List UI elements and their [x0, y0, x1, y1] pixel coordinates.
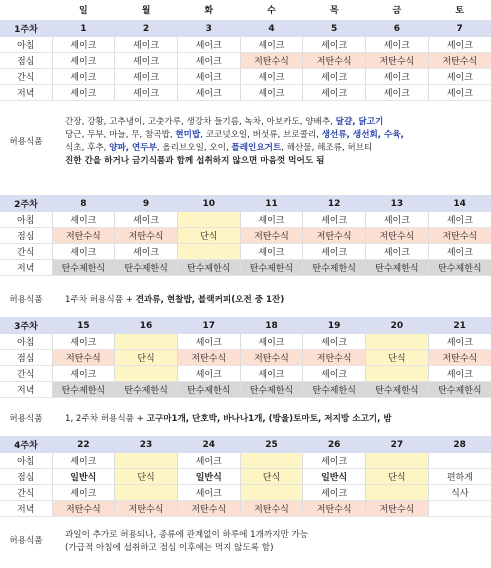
allowed-foods-segment: 당근, 두부, 마늘, 무, 참곡밥, [65, 130, 176, 140]
date-cell: 7 [428, 20, 491, 37]
meal-cell [428, 501, 491, 517]
meal-row [0, 501, 491, 517]
meal-label: 간식 [0, 366, 52, 382]
meal-label: 저녁 [0, 260, 52, 276]
week-label: 1주차 [0, 20, 52, 37]
meal-cell [115, 453, 178, 469]
meal-label: 아침 [0, 212, 52, 228]
allowed-foods-label: 허용식품 [9, 414, 43, 424]
date-cell: 18 [240, 317, 303, 334]
week-header-row [0, 20, 491, 37]
day-header-4: 목 [329, 5, 339, 16]
meal-label: 간식 [0, 69, 52, 85]
meal-cell: 탄수제한식 [52, 382, 115, 398]
allowed-foods-segment: 플레인요거트 [231, 143, 282, 153]
meal-cell: 셰이크 [240, 85, 303, 101]
meal-cell: 저탄수식 [52, 501, 115, 517]
meal-cell: 셰이크 [303, 212, 366, 228]
allowed-foods-segment: , 해산물, 해조류, 허브티 [281, 143, 373, 153]
meal-cell: 저탄수식 [428, 53, 491, 69]
date-cell: 2 [115, 20, 178, 37]
meal-row [0, 37, 491, 53]
meal-cell: 탄수제한식 [303, 260, 366, 276]
date-cell: 22 [52, 436, 115, 453]
allowed-foods-line [65, 142, 485, 155]
meal-cell: 셰이크 [115, 69, 178, 85]
meal-cell: 저탄수식 [115, 501, 178, 517]
week-label: 4주차 [0, 436, 52, 453]
week-header-row [0, 195, 491, 212]
allowed-foods-line [65, 294, 485, 307]
meal-cell: 셰이크 [52, 366, 115, 382]
meal-row [0, 382, 491, 398]
date-cell: 1 [52, 20, 115, 37]
date-cell: 12 [303, 195, 366, 212]
day-header-blank [0, 0, 52, 18]
meal-cell: 단식 [240, 469, 303, 485]
meal-cell: 탄수제한식 [52, 260, 115, 276]
meal-cell [177, 244, 240, 260]
allowed-foods-line [65, 129, 485, 142]
meal-cell: 탄수제한식 [428, 382, 491, 398]
meal-row [0, 53, 491, 69]
date-cell: 25 [240, 436, 303, 453]
meal-cell: 단식 [115, 350, 178, 366]
meal-cell: 셰이크 [428, 85, 491, 101]
meal-cell: 셰이크 [240, 69, 303, 85]
day-header-6: 토 [455, 5, 464, 16]
meal-cell: 셰이크 [303, 366, 366, 382]
meal-cell: 셰이크 [303, 334, 366, 350]
allowed-foods-label: 허용식품 [9, 536, 43, 546]
allowed-foods-segment: 현미밥 [175, 130, 201, 140]
allowed-foods-text [65, 413, 485, 426]
meal-cell [366, 485, 429, 501]
date-cell: 17 [177, 317, 240, 334]
meal-cell [115, 485, 178, 501]
date-cell: 23 [115, 436, 178, 453]
meal-cell: 탄수제한식 [303, 382, 366, 398]
meal-cell: 셰이크 [240, 37, 303, 53]
meal-cell: 셰이크 [177, 453, 240, 469]
allowed-foods-line [65, 155, 485, 168]
allowed-foods-segment: 고구마1개, 단호박, 바나나1개, (방울)토마토, 저지방 소고기, 밤 [146, 414, 392, 424]
meal-cell: 셰이크 [177, 37, 240, 53]
meal-cell: 셰이크 [366, 244, 429, 260]
meal-cell: 셰이크 [428, 37, 491, 53]
meal-cell: 저탄수식 [177, 350, 240, 366]
meal-cell: 저탄수식 [240, 501, 303, 517]
day-header-0: 일 [79, 5, 88, 16]
meal-cell: 탄수제한식 [177, 260, 240, 276]
date-cell: 20 [366, 317, 429, 334]
meal-label: 점심 [0, 53, 52, 69]
meal-cell: 단식 [366, 469, 429, 485]
allowed-foods-label: 허용식품 [9, 295, 43, 305]
meal-cell: 셰이크 [428, 212, 491, 228]
allowed-foods-segment: (가급적 아침에 섭취하고 점심 이후에는 먹지 않도록 함) [65, 543, 274, 553]
date-cell: 5 [303, 20, 366, 37]
meal-label: 점심 [0, 350, 52, 366]
date-cell: 3 [177, 20, 240, 37]
meal-cell: 단식 [177, 228, 240, 244]
meal-cell: 저탄수식 [303, 350, 366, 366]
allowed-foods-line [65, 116, 485, 129]
meal-cell: 셰이크 [52, 37, 115, 53]
meal-cell: 저탄수식 [52, 228, 115, 244]
meal-cell: 식사 [428, 485, 491, 501]
meal-label: 아침 [0, 334, 52, 350]
meal-cell: 저탄수식 [366, 228, 429, 244]
meal-cell: 셰이크 [303, 485, 366, 501]
meal-cell: 셰이크 [366, 85, 429, 101]
week-header-row [0, 436, 491, 453]
week-table-4 [0, 436, 491, 517]
day-header-table [0, 0, 491, 18]
meal-cell: 셰이크 [52, 485, 115, 501]
meal-cell: 셰이크 [115, 37, 178, 53]
meal-cell: 셰이크 [52, 53, 115, 69]
meal-label: 저녁 [0, 85, 52, 101]
meal-cell: 셰이크 [428, 244, 491, 260]
allowed-foods-segment: 식초, 후추, [65, 143, 110, 153]
week-table-2 [0, 195, 491, 276]
date-cell: 28 [428, 436, 491, 453]
allowed-foods-segment: 1, 2주차 허용식품 + [65, 414, 147, 424]
meal-cell: 셰이크 [428, 366, 491, 382]
date-cell: 26 [303, 436, 366, 453]
date-cell: 4 [240, 20, 303, 37]
meal-cell: 저탄수식 [428, 350, 491, 366]
meal-cell: 셰이크 [52, 453, 115, 469]
meal-row [0, 485, 491, 501]
date-cell: 15 [52, 317, 115, 334]
meal-label: 저녁 [0, 382, 52, 398]
meal-label: 점심 [0, 228, 52, 244]
meal-cell: 저탄수식 [428, 228, 491, 244]
meal-cell: 저탄수식 [52, 350, 115, 366]
meal-cell: 저탄수식 [177, 501, 240, 517]
date-cell: 8 [52, 195, 115, 212]
allowed-foods-segment: , 올리브오일, 오이, [156, 143, 232, 153]
meal-cell: 탄수제한식 [177, 382, 240, 398]
meal-row [0, 85, 491, 101]
day-header-3: 수 [267, 5, 276, 16]
allowed-foods-segment: 견과류, 현찰밥, 블랙커피(오전 중 1잔) [135, 295, 285, 305]
meal-cell: 셰이크 [240, 334, 303, 350]
meal-cell: 저탄수식 [240, 350, 303, 366]
meal-cell: 셰이크 [303, 37, 366, 53]
week-header-row [0, 317, 491, 334]
meal-cell: 저탄수식 [366, 501, 429, 517]
meal-cell [366, 334, 429, 350]
allowed-foods-segment: 간장, 강황, 고추냉이, 고춧가루, 생강차 들기름, 녹차, 아보카도, 양배추, [65, 117, 336, 127]
meal-cell: 셰이크 [52, 69, 115, 85]
meal-row [0, 453, 491, 469]
meal-cell: 셰이크 [115, 212, 178, 228]
allowed-foods-segment: 양파, 연두부 [109, 143, 157, 153]
meal-cell: 셰이크 [177, 53, 240, 69]
meal-label: 아침 [0, 453, 52, 469]
meal-row [0, 244, 491, 260]
date-cell: 6 [366, 20, 429, 37]
meal-cell: 셰이크 [240, 212, 303, 228]
meal-cell [177, 212, 240, 228]
meal-label: 아침 [0, 37, 52, 53]
date-cell: 27 [366, 436, 429, 453]
date-cell: 19 [303, 317, 366, 334]
meal-cell: 셰이크 [303, 244, 366, 260]
meal-cell: 탄수제한식 [240, 260, 303, 276]
meal-cell: 셰이크 [115, 244, 178, 260]
meal-cell: 일반식 [52, 469, 115, 485]
meal-cell: 셰이크 [177, 485, 240, 501]
meal-cell: 셰이크 [303, 85, 366, 101]
week-label: 3주차 [0, 317, 52, 334]
date-cell: 16 [115, 317, 178, 334]
meal-cell: 셰이크 [52, 85, 115, 101]
meal-cell: 단식 [366, 350, 429, 366]
meal-cell: 셰이크 [52, 244, 115, 260]
meal-cell [428, 453, 491, 469]
meal-cell: 저탄수식 [303, 53, 366, 69]
meal-cell [240, 453, 303, 469]
date-cell: 21 [428, 317, 491, 334]
allowed-foods-segment: , 코코넛오일, 버섯류, 브로콜리, [200, 130, 322, 140]
allowed-foods-line [65, 542, 485, 555]
meal-cell: 셰이크 [177, 69, 240, 85]
meal-cell: 탄수제한식 [115, 382, 178, 398]
allowed-foods-line [65, 529, 485, 542]
meal-row [0, 350, 491, 366]
meal-cell: 셰이크 [428, 69, 491, 85]
meal-cell: 셰이크 [366, 37, 429, 53]
meal-row [0, 69, 491, 85]
meal-cell: 단식 [115, 469, 178, 485]
meal-cell: 셰이크 [52, 334, 115, 350]
meal-row [0, 212, 491, 228]
meal-cell: 셰이크 [115, 85, 178, 101]
meal-label: 간식 [0, 244, 52, 260]
day-header-5: 금 [392, 5, 402, 16]
meal-cell: 탄수제한식 [366, 260, 429, 276]
date-cell: 24 [177, 436, 240, 453]
allowed-foods-text [65, 116, 485, 168]
allowed-foods-segment: 과일이 추가로 허용되나, 종류에 관계없이 하루에 1개까지만 가능 [65, 530, 309, 540]
meal-row [0, 366, 491, 382]
allowed-foods-text [65, 294, 485, 307]
meal-cell: 탄수제한식 [428, 260, 491, 276]
meal-cell: 셰이크 [240, 244, 303, 260]
meal-cell: 셰이크 [303, 453, 366, 469]
meal-cell: 저탄수식 [303, 228, 366, 244]
meal-cell: 셰이크 [177, 85, 240, 101]
meal-cell: 셰이크 [240, 366, 303, 382]
meal-row [0, 334, 491, 350]
date-cell: 11 [240, 195, 303, 212]
meal-cell: 셰이크 [303, 69, 366, 85]
meal-cell: 저탄수식 [240, 53, 303, 69]
allowed-foods-segment: 달걀, 닭고기 [335, 117, 384, 127]
day-header-2: 화 [204, 5, 214, 16]
meal-cell: 셰이크 [177, 334, 240, 350]
date-cell: 9 [115, 195, 178, 212]
meal-cell: 셰이크 [366, 69, 429, 85]
meal-cell: 편하게 [428, 469, 491, 485]
meal-label: 저녁 [0, 501, 52, 517]
date-cell: 13 [366, 195, 429, 212]
allowed-foods-segment: 1주차 허용식품 + [65, 295, 136, 305]
meal-row [0, 228, 491, 244]
meal-cell: 저탄수식 [366, 53, 429, 69]
meal-cell [115, 366, 178, 382]
meal-cell [240, 485, 303, 501]
allowed-foods-text [65, 529, 485, 555]
allowed-foods-label: 허용식품 [9, 137, 43, 147]
meal-cell [115, 334, 178, 350]
date-cell: 14 [428, 195, 491, 212]
meal-cell: 셰이크 [52, 212, 115, 228]
meal-row [0, 469, 491, 485]
allowed-foods-segment: 진한 간을 하거나 금기식품과 함께 섭취하지 않으면 마음껏 먹어도 됨 [65, 156, 325, 166]
meal-label: 간식 [0, 485, 52, 501]
meal-cell [366, 453, 429, 469]
week-table-3 [0, 317, 491, 398]
meal-cell [366, 366, 429, 382]
week-label: 2주차 [0, 195, 52, 212]
meal-cell: 탄수제한식 [115, 260, 178, 276]
allowed-foods-segment: 생선류, 생선회, 수육, [321, 130, 404, 140]
meal-cell: 일반식 [303, 469, 366, 485]
meal-cell: 셰이크 [115, 53, 178, 69]
meal-label: 점심 [0, 469, 52, 485]
meal-cell: 셰이크 [366, 212, 429, 228]
meal-cell: 탄수제한식 [366, 382, 429, 398]
meal-cell: 저탄수식 [115, 228, 178, 244]
meal-cell: 일반식 [177, 469, 240, 485]
meal-row [0, 260, 491, 276]
date-cell: 10 [177, 195, 240, 212]
meal-cell: 저탄수식 [240, 228, 303, 244]
meal-cell: 셰이크 [428, 334, 491, 350]
allowed-foods-line [65, 413, 485, 426]
meal-cell: 탄수제한식 [240, 382, 303, 398]
week-table-1 [0, 20, 491, 101]
day-header-1: 월 [141, 5, 151, 16]
meal-cell: 셰이크 [177, 366, 240, 382]
meal-cell: 저탄수식 [303, 501, 366, 517]
